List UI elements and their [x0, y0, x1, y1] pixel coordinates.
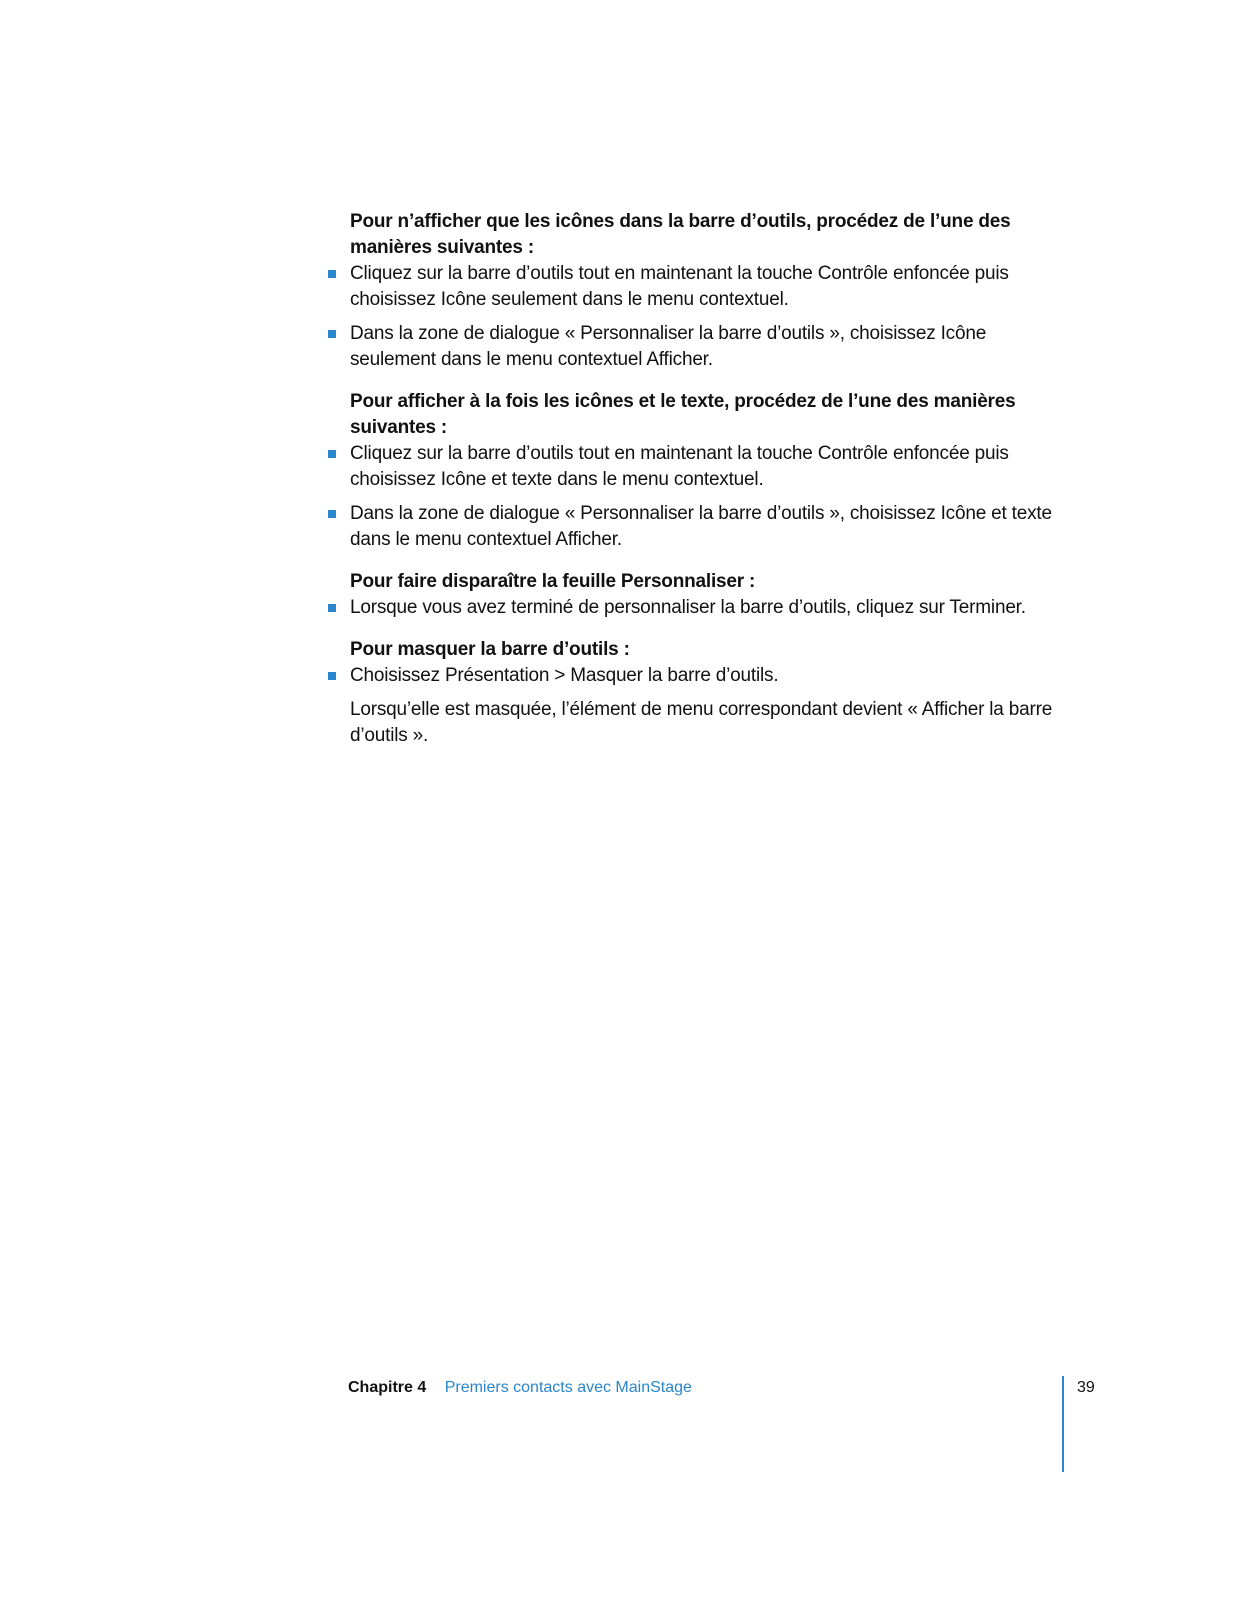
page-content — [350, 209, 1070, 765]
section-hide-sheet — [350, 569, 1070, 621]
list-item — [350, 441, 1070, 493]
footer-divider — [1062, 1376, 1064, 1472]
section-icons-and-text — [350, 389, 1070, 553]
chapter-label: Chapitre 4 — [348, 1379, 427, 1396]
section-heading: Pour faire disparaître la feuille Personnaliser : — [350, 571, 756, 592]
list-item — [350, 261, 1070, 313]
list-item-text: Dans la zone de dialogue « Personnaliser la barre d’outils », choisissez Icône et texte dans le menu contextuel Afficher. — [350, 503, 1052, 550]
bullet-icon — [328, 510, 336, 518]
section-heading: Pour masquer la barre d’outils : — [350, 639, 630, 660]
list-item — [350, 321, 1070, 373]
section-heading: Pour afficher à la fois les icônes et le texte, procédez de l’une des manières suivantes : — [350, 391, 1016, 438]
note-paragraph: Lorsqu’elle est masquée, l’élément de menu correspondant devient « Afficher la barre d’outils ». — [350, 699, 1053, 746]
list-item-text: Choisissez Présentation > Masquer la barre d’outils. — [350, 665, 779, 686]
bullet-icon — [328, 270, 336, 278]
list-item — [350, 501, 1070, 553]
bullet-icon — [328, 604, 336, 612]
list-item-text: Cliquez sur la barre d’outils tout en maintenant la touche Contrôle enfoncée puis choisissez Icône seulement dans le menu contextuel. — [350, 263, 1009, 310]
page-footer — [348, 1378, 692, 1398]
list-item-text: Lorsque vous avez terminé de personnaliser la barre d’outils, cliquez sur Terminer. — [350, 597, 1026, 618]
list-item-text: Dans la zone de dialogue « Personnaliser la barre d’outils », choisissez Icône seulement dans le menu contextuel Afficher. — [350, 323, 987, 370]
bullet-icon — [328, 450, 336, 458]
section-hide-toolbar — [350, 637, 1070, 749]
section-icons-only — [350, 209, 1070, 373]
list-item-text: Cliquez sur la barre d’outils tout en maintenant la touche Contrôle enfoncée puis choisissez Icône et texte dans le menu contextuel. — [350, 443, 1009, 490]
chapter-title: Premiers contacts avec MainStage — [444, 1379, 692, 1396]
section-heading: Pour n’afficher que les icônes dans la barre d’outils, procédez de l’une des manières suivantes : — [350, 211, 1011, 258]
list-item — [350, 595, 1070, 621]
bullet-icon — [328, 672, 336, 680]
page-number: 39 — [1077, 1379, 1095, 1396]
bullet-icon — [328, 330, 336, 338]
list-item — [350, 663, 1070, 689]
